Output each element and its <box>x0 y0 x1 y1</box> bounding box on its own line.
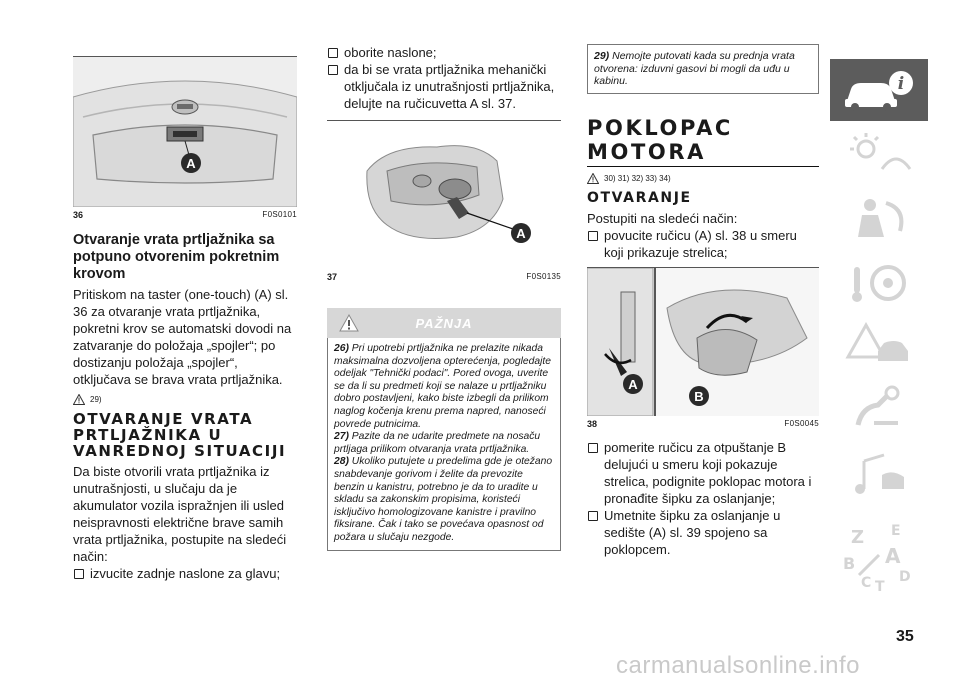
page-number: 35 <box>896 628 914 645</box>
index-letter: E <box>891 523 901 539</box>
list-item-text: Umetnite šipku za oslanjanje u sedište (A) sl. 39 spojeno sa poklopcem. <box>604 507 781 557</box>
attention-number: 26) <box>334 343 349 354</box>
release-lever-illustration <box>327 121 561 269</box>
list-item <box>587 227 819 261</box>
callout-a-label: A <box>186 156 196 171</box>
checkbox-bullet-icon <box>588 231 598 241</box>
info-letter: i <box>897 74 905 94</box>
sidebar-item-safety[interactable] <box>830 187 928 249</box>
note-text: Nemojte putovati kada su prednja vrata otvorena: izduvni gasovi bi mogli da uđu u kabinu. <box>594 50 795 88</box>
warning-triangle-icon <box>587 173 599 184</box>
paragraph-emergency: Da biste otvorili vrata prtljažnika iz unutrašnjosti, u slučaju da je akumulator vozila ispražnjen ili usled neispravnosti električne brave samih vrata prtljažnika, postupite na sledeći način: <box>73 464 287 564</box>
list-item <box>73 565 297 582</box>
figure-36-tailgate-image <box>73 56 297 207</box>
section-heading-sunroof: Otvaranje vrata prtljažnika sa potpuno otvorenim pokretnim krovom <box>73 232 280 282</box>
attention-number: 28) <box>334 456 349 468</box>
figure-code: F0S0135 <box>526 272 561 281</box>
sidebar-item-emergency[interactable] <box>830 315 928 377</box>
index-letter: C <box>861 575 872 591</box>
tailgate-illustration <box>73 57 297 207</box>
index-letter: Z <box>851 527 865 548</box>
paragraph-sunroof: Pritiskom na taster (one-touch) (A) sl. 36 za otvaranje vrata prtljažnika, pokretni krov se automatski dovodi na zatvaranje do položaja „spojler“; po dostizanju položaja „spojler“, otključava se brava vrata prtljažnika. <box>73 287 292 387</box>
section-heading-emergency: OTVARANJE VRATA PRTLJAŽNIKA U VANREDNOJ SITUACIJI <box>73 410 287 460</box>
figure-number: 36 <box>73 210 84 220</box>
attention-item <box>334 456 554 544</box>
attention-item <box>334 431 554 456</box>
list-item-text: izvucite zadnje naslone za glavu; <box>90 566 281 581</box>
figure-code: F0S0045 <box>784 418 819 428</box>
attention-box <box>327 338 561 551</box>
chapter-heading: POKLOPAC MOTORA <box>587 116 819 167</box>
column-1 <box>73 56 297 582</box>
watermark: carmanualsonline.info <box>616 652 860 679</box>
index-letter: D <box>899 569 911 585</box>
list-item-text: da bi se vrata prtljažnika mehanički otključala iz unutrašnjosti prtljažnika, delujte na ručicuvetta A sl. 37. <box>344 62 555 111</box>
index-letters-icon <box>839 517 919 597</box>
index-letter: A <box>885 544 901 568</box>
checkbox-bullet-icon <box>588 511 598 521</box>
figure-38-caption <box>587 419 819 429</box>
chapter-sidebar <box>830 59 928 615</box>
list-item <box>587 439 819 507</box>
callout-a-label: A <box>516 226 526 241</box>
attention-text: Ukoliko putujete u predelima gde je otežano snabdevanje gorivom i želite da prevozite benzin u kanistru, potrebno je da to uradite u skladu sa zakonskim propisima, koristeći isključivo homologizovane kanistre i pravilno fiksirane. Čak i tako se povećava opasnost od požara u slučaju nezgode. <box>334 456 553 543</box>
sidebar-item-maintenance[interactable] <box>830 379 928 441</box>
list-item <box>587 507 819 558</box>
sidebar-item-multimedia[interactable] <box>830 443 928 505</box>
sidebar-item-starting[interactable] <box>830 251 928 313</box>
note-number: 29) <box>594 50 610 62</box>
checkbox-bullet-icon <box>588 443 598 453</box>
dashboard-lights-icon <box>844 129 914 179</box>
checkbox-bullet-icon <box>328 48 338 58</box>
attention-title: PAŽNJA <box>415 315 473 331</box>
figure-code: F0S0101 <box>262 210 297 219</box>
sidebar-item-car-info[interactable] <box>830 59 928 121</box>
figure-38-hood-image <box>587 267 819 416</box>
attention-header <box>327 308 561 338</box>
attention-number: 27) <box>334 431 349 443</box>
attention-item <box>334 343 554 431</box>
callout-b-label: B <box>694 388 704 404</box>
multimedia-icon <box>844 449 914 499</box>
list-item-text: oborite naslone; <box>344 45 437 60</box>
figure-36-caption <box>73 210 297 220</box>
sidebar-item-index[interactable] <box>830 507 928 607</box>
note-box <box>587 44 819 94</box>
paragraph-procedure: Postupiti na sledeći način: <box>587 210 738 226</box>
figure-number: 38 <box>587 418 598 429</box>
column-2 <box>327 44 561 551</box>
maintenance-wrench-icon <box>844 385 914 435</box>
list-item-text: pomerite ručicu za otpuštanje B delujući u smeru koji pokazuje strelica, podignite poklopac motora i pronađite šipku za oslanjanje; <box>604 439 812 506</box>
index-letter: T <box>875 579 885 595</box>
warning-triangle-icon <box>73 394 85 405</box>
column-3 <box>587 44 819 558</box>
car-info-icon <box>839 67 919 113</box>
section-heading-opening: OTVARANJE <box>587 189 692 206</box>
attention-text: Pri upotrebi prtljažnika ne prelazite nikada maksimalna dozvoljena opterećenja, pogledajte odeljak "Tehnički podaci". Pored ovoga, uverite se da li su predmeti koji se nalaze u prtljažniku dobro postavljeni, kako biste izbegli da prilikom naglog kočenja krenu prema napred, nanoseći povrede putnicima. <box>334 343 551 430</box>
sidebar-item-dashboard[interactable] <box>830 123 928 185</box>
list-item <box>327 61 561 112</box>
reference-list <box>587 173 819 184</box>
reference-numbers: 29) <box>90 395 102 404</box>
reference-numbers: 30) 31) 32) 33) 34) <box>604 173 671 183</box>
reference-list <box>73 394 297 405</box>
figure-37-lever-image <box>327 120 561 269</box>
hood-release-illustration <box>587 268 819 416</box>
attention-text: Pazite da ne udarite predmete na nosaču prtljaga prilikom otvaranja vrata prtljažnika. <box>334 431 541 455</box>
figure-number: 37 <box>327 272 338 282</box>
index-letter: B <box>843 554 856 573</box>
emergency-triangle-icon <box>844 321 914 371</box>
list-item-text: povucite ručicu (A) sl. 38 u smeru koji prikazuje strelica; <box>604 227 797 260</box>
callout-a-label: A <box>628 376 638 392</box>
figure-37-caption <box>327 272 561 282</box>
checkbox-bullet-icon <box>74 569 84 579</box>
safety-airbag-icon <box>844 193 914 243</box>
steering-key-icon <box>844 257 914 307</box>
checkbox-bullet-icon <box>328 65 338 75</box>
list-item <box>327 44 561 61</box>
